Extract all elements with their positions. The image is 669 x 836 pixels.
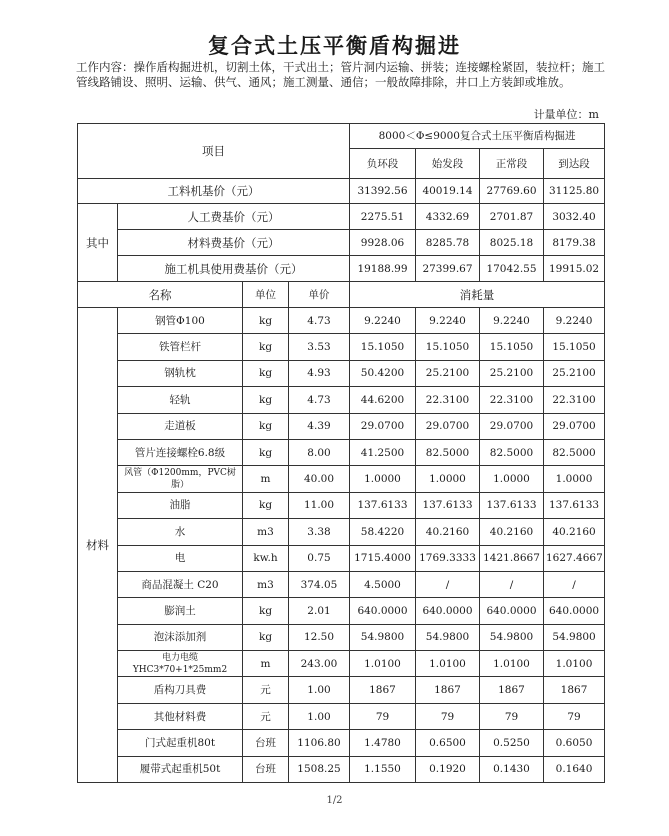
consumption-value: 1867 [544, 677, 605, 703]
consumption-value: 15.1050 [416, 334, 480, 360]
consumption-value: 0.6050 [544, 730, 605, 756]
table-row [78, 756, 605, 782]
consumption-value: 82.5000 [544, 439, 605, 465]
table-row [78, 466, 605, 492]
consumption-value: 25.2100 [416, 360, 480, 386]
consumption-value: 0.6500 [416, 730, 480, 756]
consumption-value: 1627.4667 [544, 545, 605, 571]
consumption-value: 15.1050 [480, 334, 544, 360]
consumption-value: 9.2240 [544, 308, 605, 334]
consumption-value: 640.0000 [350, 598, 416, 624]
consumption-value: 22.3100 [544, 387, 605, 413]
item-name: 盾构刀具费 [118, 677, 243, 703]
page-number: 1/2 [326, 795, 343, 806]
header-segment: 负环段 [350, 149, 416, 179]
item-price: 11.00 [289, 492, 350, 518]
consumption-value: 640.0000 [416, 598, 480, 624]
item-name: 水 [118, 519, 243, 545]
item-unit: 元 [243, 703, 289, 729]
item-unit: kg [243, 439, 289, 465]
item-price: 8.00 [289, 439, 350, 465]
labor-cost-value: 2701.87 [480, 204, 544, 230]
item-name: 轻轨 [118, 387, 243, 413]
item-unit: kg [243, 413, 289, 439]
item-unit: kg [243, 492, 289, 518]
consumption-value: 0.1640 [544, 756, 605, 782]
item-price: 1508.25 [289, 756, 350, 782]
col-name-header: 名称 [78, 282, 243, 308]
consumption-value: 25.2100 [544, 360, 605, 386]
item-unit: m3 [243, 519, 289, 545]
item-unit: 元 [243, 677, 289, 703]
consumption-value: 1715.4000 [350, 545, 416, 571]
table-row [78, 387, 605, 413]
table-row [78, 360, 605, 386]
consumption-value: 1.0100 [480, 651, 544, 677]
consumption-value: 29.0700 [416, 413, 480, 439]
labor-cost-value: 2275.51 [350, 204, 416, 230]
item-price: 3.38 [289, 519, 350, 545]
consumption-value: 29.0700 [544, 413, 605, 439]
consumption-value: 58.4220 [350, 519, 416, 545]
consumption-value: 40.2160 [480, 519, 544, 545]
col-price-header: 单价 [289, 282, 350, 308]
machine-cost-value: 19915.02 [544, 256, 605, 282]
consumption-value: 22.3100 [416, 387, 480, 413]
table-row [78, 571, 605, 597]
labor-cost-value: 3032.40 [544, 204, 605, 230]
item-unit: kw.h [243, 545, 289, 571]
table-row [78, 703, 605, 729]
document-title: 复合式土压平衡盾构掘进 [208, 33, 461, 58]
item-name: 泡沫添加剂 [118, 624, 243, 650]
material-cost-label: 材料费基价（元） [118, 230, 350, 256]
unit-label: 计量单位：m [533, 108, 599, 121]
consumption-value: / [480, 571, 544, 597]
item-unit: m3 [243, 571, 289, 597]
item-name: 钢轨枕 [118, 360, 243, 386]
consumption-value: 82.5000 [480, 439, 544, 465]
labor-cost-label: 人工费基价（元） [118, 204, 350, 230]
item-unit: 台班 [243, 730, 289, 756]
table-row [78, 519, 605, 545]
consumption-value: 1.0000 [480, 466, 544, 492]
machine-cost-value: 17042.55 [480, 256, 544, 282]
consumption-value: / [544, 571, 605, 597]
consumption-value: 40.2160 [544, 519, 605, 545]
consumption-value: 1867 [350, 677, 416, 703]
item-price: 0.75 [289, 545, 350, 571]
machine-cost-value: 27399.67 [416, 256, 480, 282]
table-row [78, 730, 605, 756]
item-price: 1106.80 [289, 730, 350, 756]
item-unit: kg [243, 308, 289, 334]
table-row [78, 598, 605, 624]
item-unit: kg [243, 334, 289, 360]
item-name: 风管（Φ1200mm，PVC树脂） [118, 466, 243, 492]
item-unit: kg [243, 624, 289, 650]
consumption-value: 137.6133 [544, 492, 605, 518]
item-name: 电 [118, 545, 243, 571]
header-segment: 到达段 [544, 149, 605, 179]
consumption-value: 54.9800 [480, 624, 544, 650]
consumption-value: 1.0100 [416, 651, 480, 677]
consumption-value: 79 [480, 703, 544, 729]
consumption-value: 4.5000 [350, 571, 416, 597]
consumption-value: 44.6200 [350, 387, 416, 413]
material-cost-value: 8179.38 [544, 230, 605, 256]
work-content: 工作内容：操作盾构掘进机，切割土体，干式出土；管片洞内运输、拼装；连接螺栓紧固，装拉杆；施工管线路铺设、照明、运输、供气、通风；施工测量、通信；一般故障排除，井口上方装卸或堆放。 [76, 60, 605, 89]
header-item: 项目 [78, 124, 350, 179]
item-name: 其他材料费 [118, 703, 243, 729]
qizhong-label: 其中 [78, 204, 118, 282]
consumption-value: 1867 [480, 677, 544, 703]
item-price: 2.01 [289, 598, 350, 624]
consumption-value: 25.2100 [480, 360, 544, 386]
consumption-value: 54.9800 [416, 624, 480, 650]
item-unit: m [243, 651, 289, 677]
consumption-value: 137.6133 [480, 492, 544, 518]
labor-cost-value: 4332.69 [416, 204, 480, 230]
consumption-value: 1.0000 [416, 466, 480, 492]
item-name: 管片连接螺栓6.8级 [118, 439, 243, 465]
consumption-value: 82.5000 [416, 439, 480, 465]
item-unit: kg [243, 598, 289, 624]
consumption-value: 0.5250 [480, 730, 544, 756]
table-row [78, 624, 605, 650]
item-unit: kg [243, 360, 289, 386]
consumption-value: 22.3100 [480, 387, 544, 413]
consumption-value: 640.0000 [544, 598, 605, 624]
item-price: 1.00 [289, 677, 350, 703]
consumption-value: 79 [416, 703, 480, 729]
consumption-value: 54.9800 [544, 624, 605, 650]
material-cost-value: 8025.18 [480, 230, 544, 256]
consumption-value: 50.4200 [350, 360, 416, 386]
consumption-value: 79 [544, 703, 605, 729]
item-price: 40.00 [289, 466, 350, 492]
consumption-value: 40.2160 [416, 519, 480, 545]
item-name: 履带式起重机50t [118, 756, 243, 782]
item-price: 12.50 [289, 624, 350, 650]
material-cost-value: 9928.06 [350, 230, 416, 256]
consumption-value: 1.4780 [350, 730, 416, 756]
consumption-value: 9.2240 [350, 308, 416, 334]
item-name: 电力电缆 YHC3*70+1*25mm2 [118, 651, 243, 677]
col-consumption-header: 消耗量 [350, 282, 605, 308]
header-segment: 始发段 [416, 149, 480, 179]
table-row [78, 308, 605, 334]
item-name: 膨润土 [118, 598, 243, 624]
consumption-value: 41.2500 [350, 439, 416, 465]
consumption-value: 640.0000 [480, 598, 544, 624]
item-name: 门式起重机80t [118, 730, 243, 756]
table-row [78, 439, 605, 465]
consumption-value: 1.0100 [544, 651, 605, 677]
machine-cost-label: 施工机具使用费基价（元） [118, 256, 350, 282]
section-label: 材料 [78, 308, 118, 783]
table-row [78, 334, 605, 360]
consumption-value: 1.0100 [350, 651, 416, 677]
base-price-value: 31125.80 [544, 179, 605, 204]
consumption-value: 0.1430 [480, 756, 544, 782]
consumption-value: 137.6133 [350, 492, 416, 518]
machine-cost-value: 19188.99 [350, 256, 416, 282]
item-price: 3.53 [289, 334, 350, 360]
consumption-value: 1769.3333 [416, 545, 480, 571]
base-price-label: 工料机基价（元） [78, 179, 350, 204]
item-name: 铁管栏杆 [118, 334, 243, 360]
item-name: 钢管Φ100 [118, 308, 243, 334]
item-price: 4.39 [289, 413, 350, 439]
table-row [78, 651, 605, 677]
consumption-value: 1.0000 [350, 466, 416, 492]
consumption-value: / [416, 571, 480, 597]
header-group: 8000＜Φ≤9000复合式土压平衡盾构掘进 [350, 124, 605, 149]
table-row [78, 677, 605, 703]
consumption-value: 137.6133 [416, 492, 480, 518]
consumption-value: 29.0700 [350, 413, 416, 439]
consumption-value: 1.1550 [350, 756, 416, 782]
header-segment: 正常段 [480, 149, 544, 179]
table-row [78, 492, 605, 518]
consumption-value: 54.9800 [350, 624, 416, 650]
consumption-value: 0.1920 [416, 756, 480, 782]
material-cost-value: 8285.78 [416, 230, 480, 256]
item-price: 4.93 [289, 360, 350, 386]
quota-table [77, 123, 605, 783]
consumption-value: 9.2240 [480, 308, 544, 334]
col-unit-header: 单位 [243, 282, 289, 308]
consumption-value: 15.1050 [544, 334, 605, 360]
item-unit: kg [243, 387, 289, 413]
item-name: 油脂 [118, 492, 243, 518]
base-price-value: 31392.56 [350, 179, 416, 204]
table-row [78, 545, 605, 571]
consumption-value: 79 [350, 703, 416, 729]
item-unit: m [243, 466, 289, 492]
base-price-value: 27769.60 [480, 179, 544, 204]
base-price-value: 40019.14 [416, 179, 480, 204]
consumption-value: 9.2240 [416, 308, 480, 334]
item-name: 走道板 [118, 413, 243, 439]
consumption-value: 1867 [416, 677, 480, 703]
consumption-value: 15.1050 [350, 334, 416, 360]
item-price: 4.73 [289, 387, 350, 413]
item-name: 商品混凝土 C20 [118, 571, 243, 597]
consumption-value: 29.0700 [480, 413, 544, 439]
item-unit: 台班 [243, 756, 289, 782]
item-price: 4.73 [289, 308, 350, 334]
consumption-value: 1421.8667 [480, 545, 544, 571]
item-price: 374.05 [289, 571, 350, 597]
item-price: 243.00 [289, 651, 350, 677]
consumption-value: 1.0000 [544, 466, 605, 492]
item-price: 1.00 [289, 703, 350, 729]
table-row [78, 413, 605, 439]
